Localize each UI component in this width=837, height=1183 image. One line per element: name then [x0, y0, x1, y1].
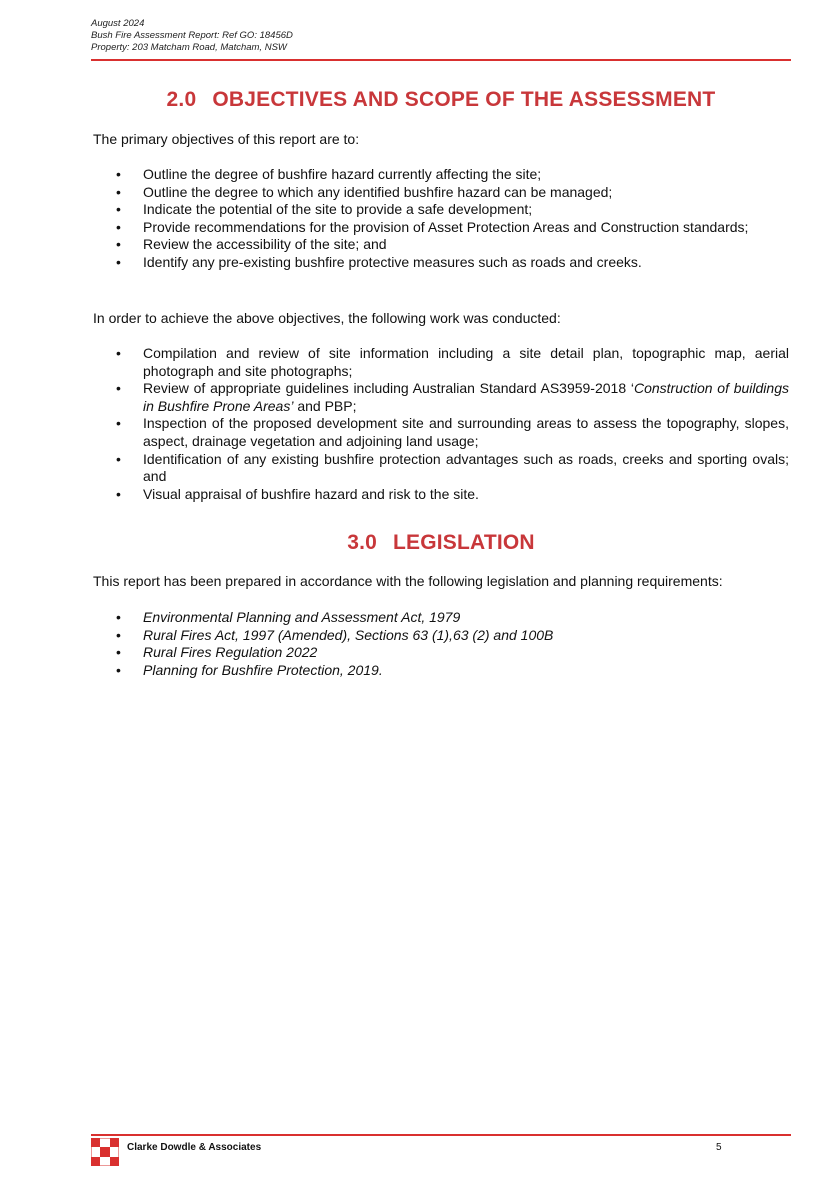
footer-company: Clarke Dowdle & Associates: [127, 1142, 262, 1153]
list-item: • Compilation and review of site information including a site detail plan, topographic map, aerial photograph and site photographs;: [116, 345, 789, 379]
bullet-icon: •: [116, 345, 121, 361]
bullet-icon: •: [116, 485, 121, 502]
list-item: • Visual appraisal of bushfire hazard and risk to the site.: [116, 485, 479, 502]
section-3-intro: This report has been prepared in accordance with the following legislation and planning requirements:: [93, 573, 723, 589]
section-2-number: 2.0: [166, 88, 197, 111]
header-date: August 2024: [91, 18, 145, 29]
list-item: • Inspection of the proposed development site and surrounding areas to assess the topography, slopes, aspect, drainage vegetation and adjoining land usage;: [116, 415, 789, 449]
work-list: [93, 345, 789, 503]
bullet-icon: •: [116, 415, 121, 432]
bullet-icon: •: [116, 644, 121, 661]
list-item: • Outline the degree to which any identified bushfire hazard can be managed;: [116, 183, 613, 200]
list-item: • Identification of any existing bushfire protection advantages such as roads, creeks and sporting ovals; and: [116, 450, 789, 485]
bullet-icon: •: [116, 218, 121, 235]
list-item: • Environmental Planning and Assessment Act, 1979: [116, 609, 461, 625]
bullet-icon: •: [116, 236, 121, 253]
objectives-list: [93, 166, 789, 272]
bullet-icon: •: [116, 380, 121, 397]
list-item: • Indicate the potential of the site to provide a safe development;: [116, 201, 533, 218]
bullet-icon: •: [116, 183, 121, 200]
header-divider: [91, 59, 791, 61]
bullet-icon: •: [116, 166, 121, 182]
bullet-icon: •: [116, 253, 121, 270]
header-report-ref: Bush Fire Assessment Report: Ref GO: 18456D: [91, 30, 293, 41]
section-2-heading: [91, 88, 791, 112]
list-item: • Review the accessibility of the site; and: [116, 236, 387, 253]
list-item: • Provide recommendations for the provision of Asset Protection Areas and Construction standards;: [116, 218, 749, 235]
bullet-icon: •: [116, 201, 121, 218]
company-logo-icon: [91, 1138, 119, 1166]
bullet-icon: •: [116, 450, 121, 467]
list-item: • Identify any pre-existing bushfire protective measures such as roads and creeks.: [116, 253, 642, 270]
bullet-icon: •: [116, 626, 121, 643]
bullet-icon: •: [116, 661, 121, 678]
list-item: • Planning for Bushfire Protection, 2019.: [116, 661, 383, 678]
page-header: [91, 18, 791, 54]
bullet-icon: •: [116, 609, 121, 625]
list-item: • Rural Fires Act, 1997 (Amended), Sections 63 (1),63 (2) and 100B: [116, 626, 554, 643]
list-item: • Review of appropriate guidelines including Australian Standard AS3959-2018 ‘Construction of buildings in Bushfire Prone Areas’ and PBP;: [116, 380, 789, 414]
page-number: 5: [716, 1142, 722, 1153]
list-item: • Outline the degree of bushfire hazard currently affecting the site;: [116, 166, 542, 182]
section-3-number: 3.0: [347, 531, 377, 554]
list-item: • Rural Fires Regulation 2022: [116, 644, 318, 661]
section-3-heading: [91, 531, 791, 555]
header-property: Property: 203 Matcham Road, Matcham, NSW: [91, 42, 287, 53]
section-2-intro: The primary objectives of this report are to:: [93, 131, 360, 147]
section-2-title: OBJECTIVES AND SCOPE OF THE ASSESSMENT: [212, 88, 716, 111]
work-intro: In order to achieve the above objectives, the following work was conducted:: [93, 310, 561, 326]
legislation-list: [93, 609, 789, 679]
section-3-title: LEGISLATION: [392, 531, 535, 554]
footer-divider: [91, 1134, 791, 1136]
